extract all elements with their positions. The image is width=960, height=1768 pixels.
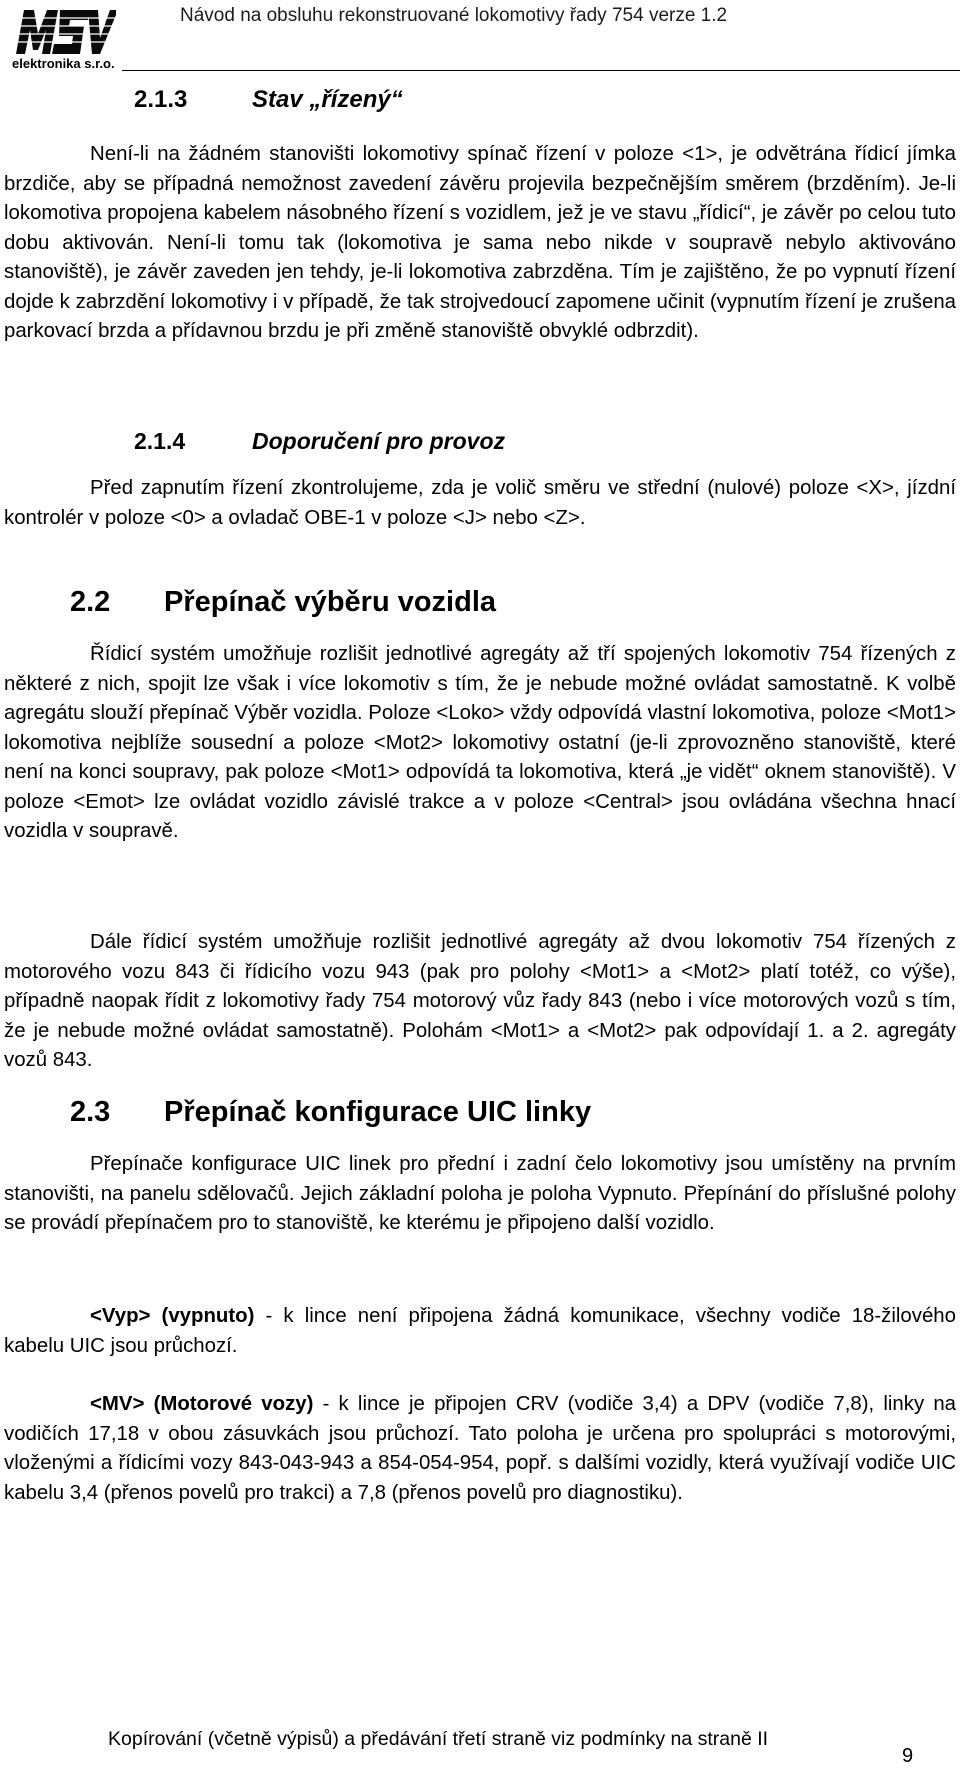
header-divider <box>122 70 960 71</box>
section-heading-2-1-4 <box>134 428 505 455</box>
section-number: 2.3 <box>70 1096 111 1128</box>
paragraph-doporuceni: Před zapnutím řízení zkontrolujeme, zda je volič směru ve střední (nulové) poloze <X>, jízdní kontrolér v poloze <0> a ovladač OBE-1 v poloze <J> nebo <Z>. <box>4 477 956 529</box>
logo-caption: elektronika s.r.o. <box>12 56 115 71</box>
section-heading-2-2 <box>70 586 496 619</box>
paragraph-vyp <box>4 1302 956 1361</box>
section-title: Přepínač konfigurace UIC linky <box>164 1096 592 1128</box>
paragraph-uic-linky: Přepínače konfigurace UIC linek pro přední i zadní čelo lokomotivy jsou umístěny na prvním stanovišti, na panelu sdělovačů. Jejich základní poloha je poloha Vypnuto. Přepínání do příslušné polohy se provádí přepínačem pro to stanoviště, ke kterému je připojeno další vozidlo. <box>4 1153 956 1234</box>
section-heading-2-1-3 <box>134 86 403 114</box>
paragraph-mv <box>4 1390 956 1508</box>
option-text-vyp: - k lince není připojena žádná komunikace, všechny vodiče 18-žilového kabelu UIC jsou průchozí. <box>4 1305 956 1357</box>
option-label-vyp: <Vyp> (vypnuto) <box>90 1305 255 1327</box>
footer-copyright-note: Kopírování (včetně výpisů) a předávání třetí straně viz podmínky na straně II <box>108 1728 769 1750</box>
page-number: 9 <box>902 1745 914 1767</box>
paragraph-vyber-vozidla-1: Řídicí systém umožňuje rozlišit jednotlivé agregáty až tří spojených lokomotiv 754 řízených z některé z nich, spojit lze však i více lokomotiv s tím, že je nebude možné ovládat samostatně. K volbě agregátu slouží přepínač Výběr vozidla. Poloze <Loko> vždy odpovídá vlastní lokomotiva, poloze <Mot1> lokomotiva nejblíže sousední a poloze <Mot2> lokomotivy ostatní (je-li zprovozněno stanoviště, které není na konci soupravy, pak poloze <Mot1> odpovídá ta lokomotiva, která „je vidět“ oknem stanoviště). V poloze <Emot> lze ovládat vozidlo závislé trakce a v poloze <Central> jsou ovládána všechna hnací vozidla v soupravě. <box>4 643 956 842</box>
section-title: Doporučení pro provoz <box>252 428 505 454</box>
section-number: 2.2 <box>70 586 111 618</box>
option-label-mv: <MV> (Motorové vozy) <box>90 1393 314 1415</box>
section-heading-2-3 <box>70 1096 591 1129</box>
section-number: 2.1.3 <box>134 86 188 113</box>
section-title: Stav „řízený“ <box>252 86 403 113</box>
section-title: Přepínač výběru vozidla <box>164 586 497 618</box>
option-text-mv: - k lince je připojen CRV (vodiče 3,4) a DPV (vodiče 7,8), linky na vodičích 17,18 v obou zásuvkách jsou průchozí. Tato poloha je určena pro spolupráci s motorovými, vloženými a řídicími vozy 843-043-943 a 854-054-954, popř. s dalšími vozidly, která využívají vodiče UIC kabelu 3,4 (přenos povelů pro trakci) a 7,8 (přenos povelů pro diagnostiku). <box>4 1393 956 1504</box>
paragraph-stav-rizeny: Není-li na žádném stanovišti lokomotivy spínač řízení v poloze <1>, je odvětrána řídicí jímka brzdiče, aby se případná nemožnost zavedení závěru projevila bezpečnějším směrem (brzděním). Je-li lokomotiva propojena kabelem násobného řízení s vozidlem, jež je ve stavu „řídicí“, je závěr po celou tuto dobu aktivován. Není-li tomu tak (lokomotiva je sama nebo nikde v soupravě nebylo aktivováno stanoviště), je závěr zaveden jen tehdy, je-li lokomotiva zabrzděna. Tím je zajištěno, že po vypnutí řízení dojde k zabrzdění lokomotivy i v případě, že tak strojvedoucí zapomene učinit (vypnutím řízení je zrušena parkovací brzda a přídavnou brzdu je při změně stanoviště obvyklé odbrzdit). <box>4 143 956 342</box>
paragraph-vyber-vozidla-2: Dále řídicí systém umožňuje rozlišit jednotlivé agregáty až dvou lokomotiv 754 řízených z motorového vozu 843 či řídicího vozu 943 (pak pro polohy <Mot1> a <Mot2> platí totéž, co výše), případně naopak řídit z lokomotivy řady 754 motorový vůz řady 843 (nebo i více motorových vozů s tím, že je nebude možné ovládat samostatně). Polohám <Mot1> a <Mot2> pak odpovídají 1. a 2. agregáty vozů 843. <box>4 931 956 1071</box>
document-header-title: Návod na obsluhu rekonstruované lokomotivy řady 754 verze 1.2 <box>180 5 728 26</box>
section-number: 2.1.4 <box>134 428 186 454</box>
